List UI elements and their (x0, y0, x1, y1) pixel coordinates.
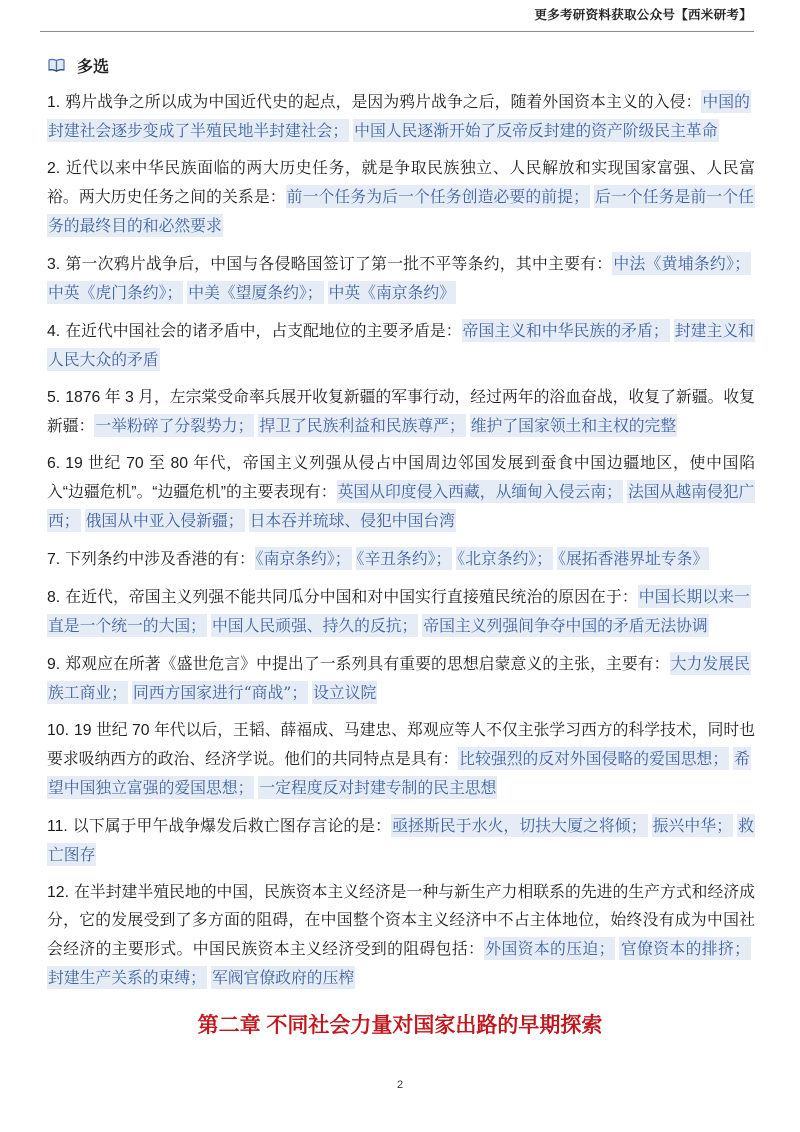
question-number: 10. (47, 722, 69, 739)
answer-highlight: 捍卫了民族利益和民族尊严； (259, 416, 465, 435)
answer-highlight: 中国人民顽强、持久的反抗； (211, 616, 418, 635)
question-stem: 在近代中国社会的诸矛盾中，占支配地位的主要矛盾是： (65, 323, 462, 340)
question-number: 1. (47, 94, 61, 111)
question-number: 3. (47, 256, 61, 273)
question-stem: 19 世纪 70 年代以后，王韬、薛福成、马建忠、郑观应等人不仅主张学习西方的科学技术，同时也要求吸纳西方的政治、经济学说。他们的共同特点是具有： (47, 722, 755, 768)
answer-highlight: 官僚资本的排挤； (620, 939, 750, 958)
answer-highlight: 帝国主义列强间争夺中国的矛盾无法协调 (423, 616, 708, 635)
answer-highlight: 封建主义和人民大众的矛盾 (48, 321, 754, 369)
question-item (47, 545, 755, 574)
question-item (47, 155, 755, 241)
answer-highlight: 中国的封建社会逐步变成了半殖民地半封建社会； (48, 92, 750, 140)
answer-highlight: 中国人民逐渐开始了反帝反封建的资产阶级民主革命 (354, 121, 718, 140)
question-item (47, 650, 755, 708)
answer-highlight: 《展拓香港界址专条》 (558, 549, 709, 568)
question-number: 7. (47, 551, 61, 568)
chapter-title: 第二章 不同社会力量对国家出路的早期探索 (197, 1014, 603, 1037)
question-item (47, 88, 755, 146)
question-number: 5. (47, 389, 61, 406)
question-stem: 在近代，帝国主义列强不能共同瓜分中国和对中国实行直接殖民统治的原因在于： (65, 589, 638, 606)
answer-highlight: 中英《南京条约》 (328, 283, 455, 302)
book-icon (48, 58, 65, 72)
question-stem: 鸦片战争之所以成为中国近代史的起点，是因为鸦片战争之后，随着外国资本主义的入侵： (65, 94, 702, 111)
question-stem: 1876 年 3 月，左宗棠受命率兵展开收复新疆的军事行动，经过两年的浴血奋战，收复了新疆。收复新疆： (47, 389, 755, 435)
answer-highlight: 一定程度反对封建专制的民主思想 (259, 778, 497, 797)
question-stem: 19 世纪 70 至 80 年代，帝国主义列强从侵占中国周边邻国发展到蚕食中国边疆地区，使中国陷入“边疆危机”。“边疆危机”的主要表现有： (47, 455, 755, 501)
answer-highlight: 比较强烈的反对外国侵略的爱国思想； (459, 749, 729, 768)
question-number: 11. (47, 818, 68, 835)
question-stem: 第一次鸦片战争后，中国与各侵略国签订了第一批不平等条约，其中主要有： (65, 256, 613, 273)
answer-highlight: 《北京条约》； (457, 549, 553, 568)
answer-highlight: 《南京条约》； (255, 549, 351, 568)
header-source-note: 更多考研资料获取公众号【西米研考】 (534, 8, 752, 22)
section-title: 多选 (77, 58, 110, 76)
question-item (47, 717, 755, 803)
question-stem: 以下属于甲午战争爆发后救亡图存言论的是： (72, 818, 392, 835)
question-number: 12. (47, 884, 69, 901)
answer-highlight: 中美《望厦条约》； (188, 283, 323, 302)
question-number: 8. (47, 589, 61, 606)
answer-highlight: 日本吞并琉球、侵犯中国台湾 (249, 511, 455, 530)
question-item (47, 384, 755, 441)
answer-highlight: 外国资本的压迫； (485, 939, 615, 958)
question-stem: 近代以来中华民族面临的两大历史任务，就是争取民族独立、人民解放和实现国家富强、人民富裕。两大历史任务之间的关系是： (47, 160, 755, 206)
answer-highlight: 军阀官僚政府的压榨 (211, 968, 355, 987)
answer-highlight: 同西方国家进行“商战”； (133, 683, 308, 702)
question-stem: 下列条约中涉及香港的有： (65, 551, 255, 568)
answer-highlight: 俄国从中亚入侵新疆； (85, 511, 244, 530)
answer-highlight: 救亡图存 (48, 816, 754, 864)
answer-highlight: 后一个任务是前一个任务的最终目的和必然要求 (48, 187, 754, 235)
answer-group (94, 418, 677, 435)
answer-highlight: 设立议院 (313, 683, 377, 702)
question-item (47, 250, 755, 308)
answer-highlight: 英国从印度侵入西藏，从缅甸入侵云南； (337, 482, 622, 501)
question-stem: 郑观应在所著《盛世危言》中提出了一系列具有重要的思想启蒙意义的主张，主要有： (65, 656, 670, 673)
question-item (47, 879, 755, 993)
question-list (47, 88, 755, 1002)
answer-highlight: 法国从越南侵犯广西； (48, 482, 755, 530)
answer-highlight: 帝国主义和中华民族的矛盾； (462, 321, 669, 340)
answer-highlight: 中国长期以来一直是一个统一的大国； (48, 587, 750, 635)
question-item (47, 812, 755, 870)
question-item (47, 583, 755, 641)
question-stem: 在半封建半殖民地的中国，民族资本主义经济是一种与新生产力相联系的先进的生产方式和经济成分，它的发展受到了多方面的阻碍，在中国整个资本主义经济中不占主体地位，始终没有成为中国社会经济的主要形式。中国民族资本主义经济受到的阻碍包括： (47, 884, 755, 958)
question-item (47, 317, 755, 375)
question-number: 9. (47, 656, 61, 673)
answer-group (255, 551, 709, 568)
answer-highlight: 《辛丑条约》； (356, 549, 452, 568)
question-item (47, 450, 755, 536)
header-divider (40, 31, 754, 32)
answer-highlight: 中法《黄埔条约》； (613, 254, 750, 273)
answer-highlight: 中英《虎门条约》； (48, 283, 183, 302)
answer-highlight: 一举粉碎了分裂势力； (95, 416, 254, 435)
answer-highlight: 大力发展民族工商业； (48, 654, 750, 702)
answer-highlight: 前一个任务为后一个任务创造必要的前提； (286, 187, 589, 206)
answer-highlight: 希望中国独立富强的爱国思想； (48, 749, 750, 797)
page-number: 2 (396, 1079, 404, 1091)
answer-highlight: 振兴中华； (652, 816, 733, 835)
answer-highlight: 封建生产关系的束缚； (48, 968, 206, 987)
answer-highlight: 维护了国家领土和主权的完整 (470, 416, 677, 435)
section-heading (48, 52, 109, 78)
answer-highlight: 亟拯斯民于水火，切扶大厦之将倾； (392, 816, 647, 835)
question-number: 4. (47, 323, 61, 340)
question-number: 6. (47, 455, 61, 472)
question-number: 2. (47, 160, 61, 177)
